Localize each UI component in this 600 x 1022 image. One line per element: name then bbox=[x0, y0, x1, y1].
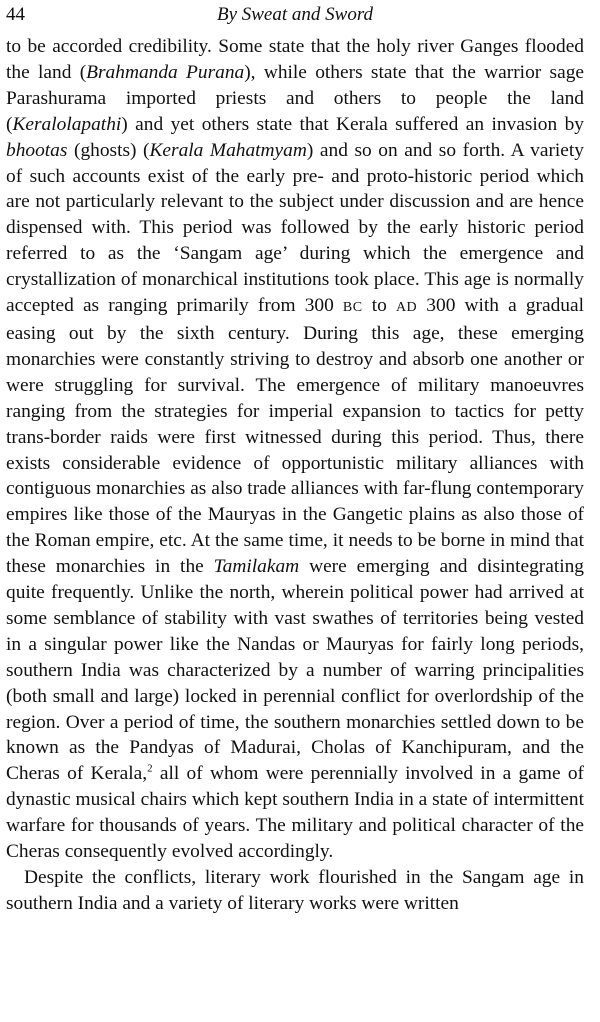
footnote-reference[interactable]: 2 bbox=[147, 762, 153, 775]
text-run: ), while others state that the warrior sage Parashurama imported priests and others to people the land ( bbox=[6, 61, 584, 135]
text-run: ) and so on and so forth. A variety of such accounts exist of the early pre- and proto-historic period which are not particularly relevant to the subject under discussion and are hence dispensed with. This period was followed by the early historic period referred to as the ‘Sangam age’ during which the emergence and crystallization of monarchical institutions took place. This age is normally accepted as ranging primarily from 300 bbox=[6, 139, 584, 317]
era-abbreviation: BC bbox=[342, 300, 363, 316]
italic-title: Keralolapathi bbox=[12, 113, 122, 135]
era-abbreviation: AD bbox=[395, 300, 418, 316]
italic-title: Brahmanda Purana bbox=[86, 61, 245, 83]
italic-term: bhootas bbox=[6, 139, 68, 161]
paragraph-1 bbox=[6, 34, 584, 865]
text-run: (ghosts) ( bbox=[67, 139, 150, 161]
running-head bbox=[6, 2, 584, 34]
text-run: all of whom were perennially involved in a game of dynastic musical chairs which kept southern India in a state of intermittent warfare for thousands of years. The military and political character of the Cheras consequently evolved accordingly. bbox=[6, 763, 584, 863]
italic-title: Kerala Mahatmyam bbox=[149, 139, 307, 161]
page-number: 44 bbox=[6, 4, 25, 25]
body-text bbox=[6, 34, 584, 917]
book-title: By Sweat and Sword bbox=[216, 4, 374, 25]
paragraph-2: Despite the conflicts, literary work flourished in the Sangam age in southern India and a variety of literary works were written bbox=[6, 867, 584, 914]
text-run: to bbox=[362, 295, 396, 317]
text-run: ) and yet others state that Kerala suffered an invasion by bbox=[121, 113, 584, 135]
text-run: 300 with a gradual easing out by the sixth century. During this age, these emerging monarchies were constantly striving to destroy and absorb one another or were struggling for survival. The emergence of military manoeuvres ranging from the strategies for imperial expansion to tactics for petty trans-border raids were first witnessed during this period. Thus, there exists considerable evidence of opportunistic military alliances with contiguous monarchies as also trade alliances with far-flung contemporary empires like those of the Mauryas in the Gangetic plains as also those of the Roman empire, etc. At the same time, it needs to be borne in mind that these monarchies in the bbox=[6, 295, 584, 578]
text-run: to be accorded credibility. Some state that the holy river Ganges flooded the land ( bbox=[6, 36, 584, 83]
text-run: were emerging and disintegrating quite frequently. Unlike the north, wherein political power had arrived at some semblance of stability with vast swathes of territories being vested in a singular power like the Nandas or Mauryas for fairly long periods, southern India was characterized by a number of warring principalities (both small and large) locked in perennial conflict for overlordship of the region. Over a period of time, the southern monarchies settled down to be known as the Pandyas of Madurai, Cholas of Kanchipuram, and the Cheras of Kerala, bbox=[6, 556, 584, 785]
italic-term: Tamilakam bbox=[213, 556, 300, 578]
